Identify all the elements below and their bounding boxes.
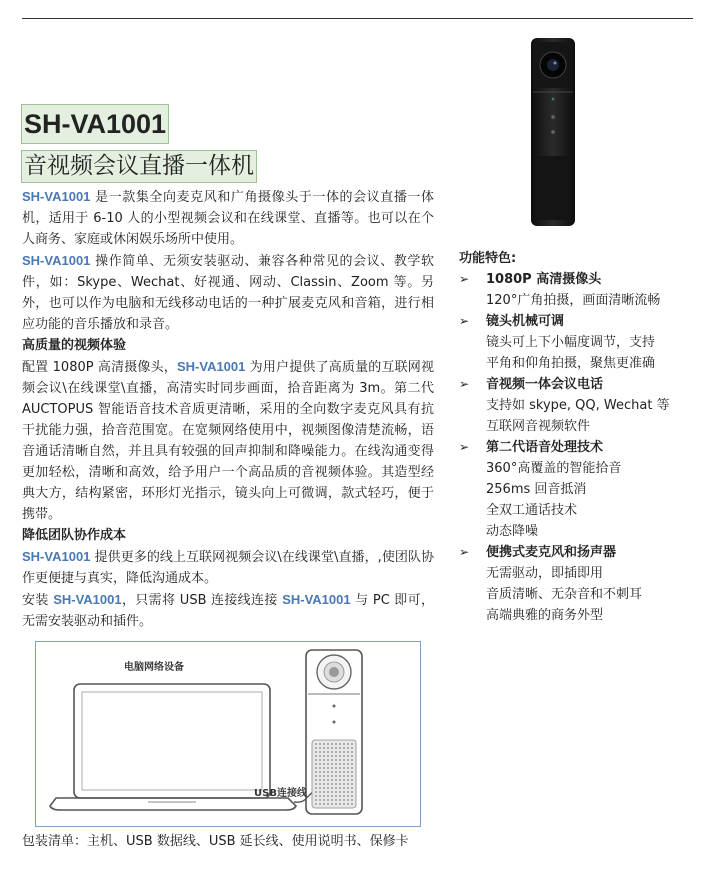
feature-item <box>459 374 709 437</box>
section-heading-cost: 降低团队协作成本 <box>22 528 127 543</box>
feature-detail: 120°广角拍摄，画面清晰流畅 <box>486 293 661 308</box>
feature-detail: 互联网音视频软件 <box>486 419 591 434</box>
install-text-b: ，只需将 USB 连接线连接 <box>121 593 283 608</box>
quality-text-a: 配置 1080P 高清摄像头， <box>22 360 177 375</box>
model-name: SH-VA1001 <box>22 549 91 564</box>
feature-item <box>459 311 709 374</box>
feature-name: 1080P 高清摄像头 <box>486 272 602 287</box>
top-rule <box>22 18 693 19</box>
feature-name: 第二代语音处理技术 <box>486 440 604 455</box>
features-list <box>459 248 709 626</box>
laptop-screen <box>74 684 270 798</box>
usb-cable-label: USB连接线 <box>254 788 307 799</box>
arrow-bullet-icon: ➢ <box>459 377 470 391</box>
feature-detail: 动态降噪 <box>486 524 539 539</box>
feature-detail: 镜头可上下小幅度调节，支持 <box>486 335 656 350</box>
model-name: SH-VA1001 <box>22 253 91 268</box>
model-name: SH-VA1001 <box>282 592 351 607</box>
install-paragraph <box>22 589 434 632</box>
model-name: SH-VA1001 <box>53 592 122 607</box>
arrow-bullet-icon: ➢ <box>459 545 470 559</box>
feature-item <box>459 269 709 311</box>
model-name: SH-VA1001 <box>22 189 91 204</box>
feature-detail: 音质清晰、无杂音和不刺耳 <box>486 587 643 602</box>
feature-name: 音视频一体会议电话 <box>486 377 604 392</box>
quality-paragraph <box>22 356 434 525</box>
diagram-drawing <box>36 642 420 826</box>
packing-list: 包装清单：主机、USB 数据线、USB 延长线、使用说明书、保修卡 <box>22 834 409 849</box>
device-photo <box>527 38 579 228</box>
intro-text-2: 操作简单、无须安装驱动、兼容各种常见的会议、教学软件，如：Skype、Wechat、好视通、网动、Classin、Zoom 等。另外，也可以作为电脑和无线移动电话的一种扩展麦克风和音箱，进行相应功能的音乐播放和录音。 <box>22 254 434 332</box>
cost-paragraph <box>22 546 434 589</box>
feature-detail: 平角和仰角拍摄，聚焦更准确 <box>486 356 656 371</box>
model-name: SH-VA1001 <box>176 359 246 374</box>
intro-text-1: 是一款集全向麦克风和广角摄像头于一体的会议直播一体机，适用于 6-10 人的小型视频会议和在线课堂、直播等。也可以在个人商务、家庭或休闲娱乐场所中使用。 <box>22 190 434 247</box>
feature-item <box>459 542 709 626</box>
feature-detail: 高端典雅的商务外型 <box>486 608 604 623</box>
arrow-bullet-icon: ➢ <box>459 314 470 328</box>
intro-paragraph-1 <box>22 186 434 250</box>
quality-text-b: 为用户提供了高质量的互联网视频会议\在线课堂\直播，高清实时同步画面，拾音距离为 3m。第二代 AUCTOPUS 智能语音技术音质更清晰，采用的全向数字麦克风具有抗干扰能力强，拾音范围宽。在宽频网络使用中，视频图像清楚流畅，语音通话清晰自然，并且具有较强的回声抑制和降噪能力。在线沟通变得更加轻松，清晰和高效，给予用户一个高品质的音视频体验。其造型经典大方，结构紧密，环形灯光指示，镜头向上可微调，款式轻巧，便于携带。 <box>22 360 434 522</box>
cost-text: 提供更多的线上互联网视频会议\在线课堂\直播，,使团队协作更便捷与真实，降低沟通成本。 <box>22 550 434 586</box>
install-text-c: 与 PC 即可，无需安装驱动和插件。 <box>22 593 434 629</box>
connection-diagram <box>35 641 421 827</box>
arrow-bullet-icon: ➢ <box>459 272 470 286</box>
description-column <box>22 186 434 632</box>
arrow-bullet-icon: ➢ <box>459 440 470 454</box>
feature-detail: 256ms 回音抵消 <box>486 482 587 497</box>
section-heading-quality: 高质量的视频体验 <box>22 338 127 353</box>
features-title: 功能特色: <box>459 251 517 266</box>
feature-detail: 支持如 skype, QQ, Wechat 等 <box>486 398 670 413</box>
product-subtitle: 音视频会议直播一体机 <box>21 150 257 183</box>
pc-label: 电脑网络设备 <box>124 662 184 673</box>
feature-detail: 360°高覆盖的智能拾音 <box>486 461 622 476</box>
feature-item <box>459 437 709 542</box>
intro-paragraph-2 <box>22 250 434 335</box>
feature-name: 便携式麦克风和扬声器 <box>486 545 617 560</box>
install-text-a: 安装 <box>22 593 54 608</box>
model-title: SH-VA1001 <box>21 104 169 144</box>
feature-name: 镜头机械可调 <box>486 314 565 329</box>
feature-detail: 全双工通话技术 <box>486 503 578 518</box>
feature-detail: 无需驱动，即插即用 <box>486 566 604 581</box>
laptop-base <box>50 798 296 810</box>
speaker-grille <box>312 740 356 808</box>
